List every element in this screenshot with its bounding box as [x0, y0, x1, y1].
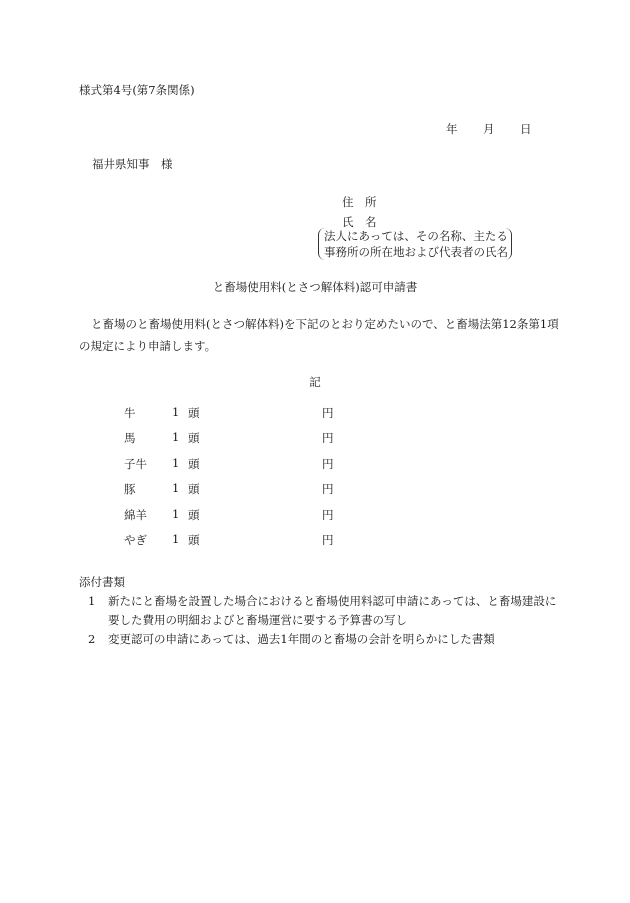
attachment-number: 2 [88, 632, 96, 646]
corporate-note-line2: 事務所の所在地および代表者の氏名 [324, 245, 508, 259]
date-month: 月 [483, 122, 495, 136]
attachment-item [88, 592, 558, 630]
document-title: と畜場使用料(とさつ解体料)認可申請書 [212, 280, 418, 294]
fee-row [124, 405, 334, 430]
fee-row [124, 456, 334, 481]
quantity: 1 [172, 531, 180, 546]
ki-heading: 記 [309, 375, 321, 389]
animal-name: 牛 [124, 406, 136, 420]
currency: 円 [322, 532, 334, 547]
animal-name: 綿羊 [124, 507, 147, 522]
animal-name: 馬 [124, 431, 136, 446]
date-day: 日 [520, 122, 532, 136]
corporate-note-line1: 法人にあっては、その名称、主たる [324, 229, 508, 243]
fee-row [124, 481, 334, 506]
currency: 円 [322, 456, 334, 471]
attachments-list [88, 592, 558, 649]
quantity: 1 [172, 481, 180, 496]
currency: 円 [322, 431, 334, 446]
quantity: 1 [172, 455, 180, 470]
unit: 頭 [188, 482, 200, 497]
date-line [446, 121, 532, 137]
addressee: 福井県知事 様 [92, 157, 173, 171]
attachment-item [88, 630, 558, 649]
animal-name: 子牛 [124, 456, 147, 471]
attachment-text: 変更認可の申請にあっては、過去1年間のと畜場の会計を明らかにした書類 [108, 632, 495, 646]
fee-row [124, 532, 334, 557]
attachment-number: 1 [88, 594, 96, 608]
address-label: 住 所 [342, 195, 377, 209]
attachment-text: 新たにと畜場を設置した場合におけると畜場使用料認可申請にあっては、と畜場建設に要した費用の明細およびと畜場運営に要する予算書の写し [108, 594, 557, 627]
animal-name: やぎ [124, 532, 147, 547]
unit: 頭 [188, 532, 200, 547]
fee-row [124, 430, 334, 455]
unit: 頭 [188, 456, 200, 471]
quantity: 1 [172, 430, 180, 445]
unit: 頭 [188, 406, 200, 420]
corporate-note [318, 228, 512, 260]
quantity: 1 [172, 506, 180, 521]
currency: 円 [322, 507, 334, 522]
name-label: 氏 名 [342, 215, 377, 229]
form-number: 様式第4号(第7条関係) [79, 83, 195, 97]
date-year: 年 [446, 122, 458, 136]
quantity: 1 [172, 405, 180, 419]
animal-name: 豚 [124, 482, 136, 497]
fee-list [124, 405, 334, 557]
fee-row [124, 507, 334, 532]
unit: 頭 [188, 431, 200, 446]
body-paragraph: と畜場のと畜場使用料(とさつ解体料)を下記のとおり定めたいので、と畜場法第12条第1項の規定により申請します。 [79, 317, 559, 353]
currency: 円 [322, 406, 334, 420]
unit: 頭 [188, 507, 200, 522]
currency: 円 [322, 482, 334, 497]
attachments-title: 添付書類 [79, 575, 125, 589]
